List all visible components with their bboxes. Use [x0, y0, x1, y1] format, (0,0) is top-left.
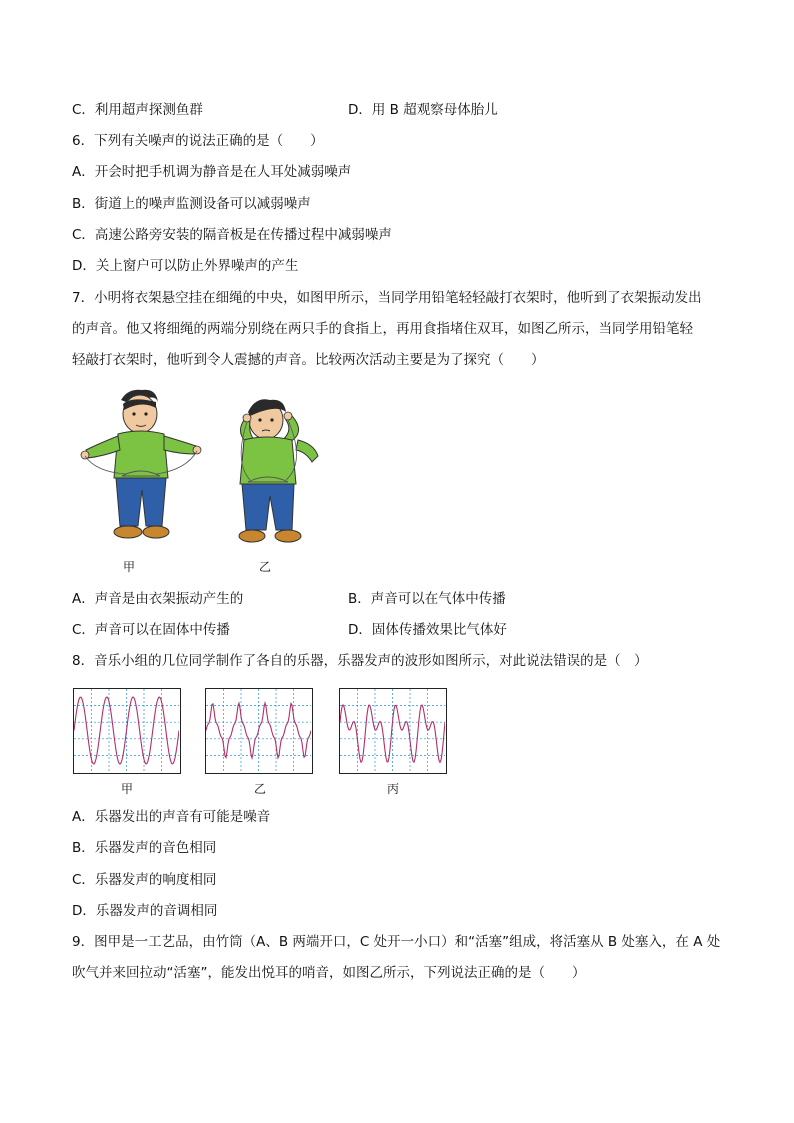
- waveform-jia: [73, 688, 181, 774]
- q5-option-d: D．用 B 超观察母体胎儿: [348, 102, 498, 118]
- waveform-jia-plot: [74, 689, 179, 772]
- q7-option-d: D．固体传播效果比气体好: [348, 622, 507, 638]
- q5-option-c: C．利用超声探测鱼群: [72, 102, 203, 118]
- q7-option-b: B．声音可以在气体中传播: [348, 591, 506, 607]
- q8-stem: 8．音乐小组的几位同学制作了各自的乐器，乐器发声的波形如图所示，对此说法错误的是（ ）: [72, 653, 648, 669]
- q7-figure-jia-caption: 甲: [123, 560, 136, 574]
- q8-option-a: A．乐器发出的声音有可能是噪音: [72, 809, 271, 825]
- q7-stem-line1: 7．小明将衣架悬空挂在细绳的中央，如图甲所示，当同学用铅笔轻轻敲打衣架时，他听到了衣架振动发出: [72, 290, 702, 306]
- q8-option-c: C．乐器发声的响度相同: [72, 872, 217, 888]
- q7-option-a: A．声音是由衣架振动产生的: [72, 591, 244, 607]
- waveform-yi: [205, 688, 313, 774]
- q7-option-c: C．声音可以在固体中传播: [72, 622, 230, 638]
- q6-option-a: A．开会时把手机调为静音是在人耳处减弱噪声: [72, 164, 352, 180]
- q9-stem-line1: 9．图甲是一工艺品，由竹筒（A、B 两端开口，C 处开一小口）和“活塞”组成，将活塞从 B 处塞入，在 A 处: [72, 934, 721, 950]
- waveform-bing-caption: 丙: [387, 782, 400, 796]
- q7-figure-jia: [76, 386, 206, 554]
- q6-option-d: D．关上窗户可以防止外界噪声的产生: [72, 258, 299, 274]
- q6-option-c: C．高速公路旁安装的隔音板是在传播过程中减弱噪声: [72, 227, 392, 243]
- q8-option-b: B．乐器发声的音色相同: [72, 840, 217, 856]
- q6-stem: 6．下列有关噪声的说法正确的是（ ）: [72, 133, 324, 149]
- q8-option-d: D．乐器发声的音调相同: [72, 903, 218, 919]
- waveform-jia-caption: 甲: [121, 782, 134, 796]
- waveform-bing: [339, 688, 447, 774]
- q7-stem-line2: 的声音。他又将细绳的两端分别绕在两只手的食指上，再用食指堵住双耳，如图乙所示，当同学用铅笔轻: [72, 321, 693, 337]
- q7-stem-line3: 轻敲打衣架时，他听到令人震撼的声音。比较两次活动主要是为了探究（ ）: [72, 352, 545, 368]
- q9-stem-line2: 吹气并来回拉动“活塞”，能发出悦耳的哨音，如图乙所示，下列说法正确的是（ ）: [72, 965, 586, 981]
- q7-figure-yi-caption: 乙: [259, 560, 272, 574]
- q6-option-b: B．街道上的噪声监测设备可以减弱噪声: [72, 196, 311, 212]
- q7-figure-yi: [226, 392, 326, 552]
- waveform-yi-caption: 乙: [254, 782, 267, 796]
- waveform-yi-plot: [206, 689, 311, 772]
- waveform-bing-plot: [340, 689, 445, 772]
